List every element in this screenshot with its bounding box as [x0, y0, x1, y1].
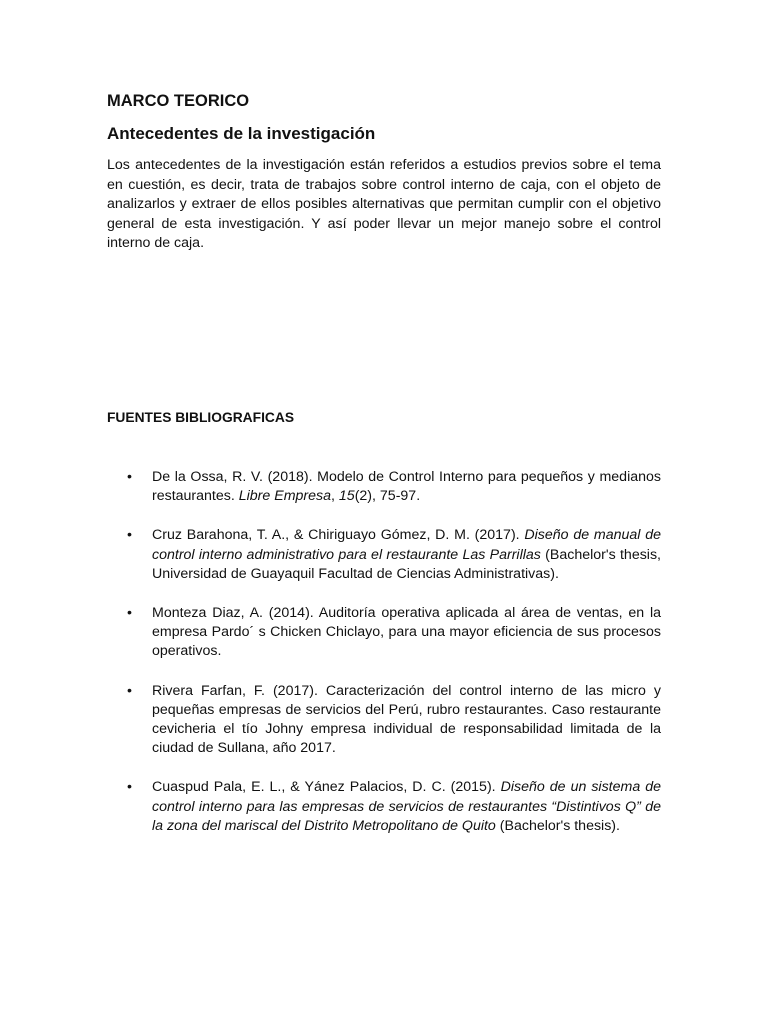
bullet-icon: •: [127, 605, 132, 622]
reference-text: Cruz Barahona, T. A., & Chiriguayo Gómez, D. M. (2017).: [152, 527, 525, 544]
reference-title: Diseño de un sistema de control interno para las empresas de servicios de restaurantes “Distintivos Q” de la zona del mariscal del Distrito Metropolitano de Quito: [152, 779, 662, 834]
reference-text: (Bachelor's thesis, Universidad de Guayaquil Facultad de Ciencias Administrativas).: [152, 546, 661, 582]
bullet-icon: •: [127, 469, 132, 485]
references-heading: FUENTES BIBLIOGRAFICAS: [107, 410, 295, 425]
reference-volume: 15: [338, 488, 355, 505]
reference-text: Rivera Farfan, F. (2017). Caracterización del control interno de las micro y pequeñas empresas de servicios del Perú, rubro restaurantes. Caso restaurante cevicheria el tío Johny empresa individual de responsabilidad limitada de la ciudad de Sullana, año 2017.: [152, 682, 661, 757]
reference-item: [107, 778, 661, 836]
intro-paragraph: Los antecedentes de la investigación están referidos a estudios previos sobre el tema en cuestión, es decir, trata de trabajos sobre control interno de caja, con el objeto de analizarlos y extraer de ellos posibles alternativas que permitan cumplir con el objetivo general de esta investigación. Y así poder llevar un mejor manejo sobre el control interno de caja.: [107, 157, 661, 251]
reference-text: (2), 75-97.: [354, 488, 421, 505]
reference-item: [107, 526, 661, 584]
reference-title: Diseño de manual de control interno administrativo para el restaurante Las Parrillas: [152, 527, 661, 563]
bullet-icon: •: [127, 682, 132, 699]
section-heading: Antecedentes de la investigación: [107, 124, 376, 143]
reference-item: [107, 682, 661, 759]
reference-text: (Bachelor's thesis).: [495, 817, 620, 834]
reference-journal: Libre Empresa: [238, 488, 332, 505]
reference-text: Monteza Diaz, A. (2014). Auditoría operativa aplicada al área de ventas, en la empresa Pardo´ s Chicken Chiclayo, para una mayor eficiencia de sus procesos operativos.: [152, 605, 661, 660]
reference-text: ,: [331, 488, 339, 505]
references-list: [107, 468, 661, 836]
reference-text: Cuaspud Pala, E. L., & Yánez Palacios, D. C. (2015).: [152, 779, 501, 796]
bullet-icon: •: [127, 527, 132, 544]
bullet-icon: •: [127, 779, 132, 796]
reference-item: [107, 468, 661, 506]
reference-text: De la Ossa, R. V. (2018). Modelo de Control Interno para pequeños y medianos restaurantes.: [152, 469, 661, 505]
reference-item: [107, 604, 661, 662]
page-title: MARCO TEORICO: [107, 92, 250, 110]
